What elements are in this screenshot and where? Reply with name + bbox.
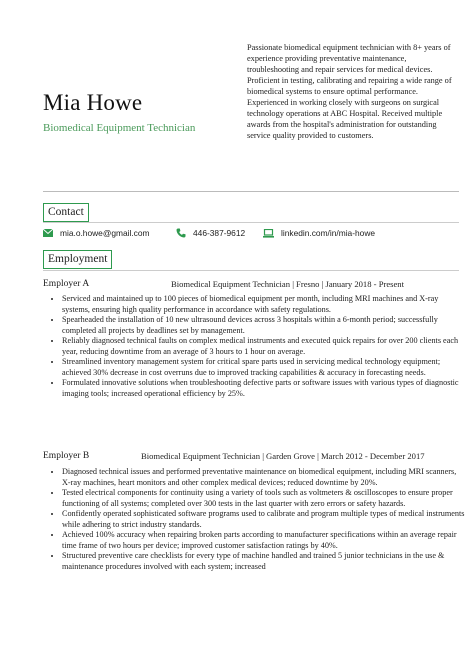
bullet-item: • Achieved 100% accuracy when repairing broken parts according to manufacturer specifications within an average repair time frame of two hours per device; improved customer satisfaction ratings by 40%. bbox=[62, 530, 466, 551]
email-text: mia.o.howe@gmail.com bbox=[60, 228, 150, 238]
bullet-item: • Structured preventive care checklists for every type of machine handled and trained 5 junior technicians in the use & maintenance procedures involved with each system; increased bbox=[62, 551, 466, 572]
contact-divider bbox=[43, 222, 459, 223]
employer-name: Employer A bbox=[43, 279, 90, 289]
bullet-item: • Tested electrical components for continuity using a variety of tools such as voltmeters & oscilloscopes to ensure proper functioning of all systems; completed over 300 tests in the last quarter with zero errors or safety hazards. bbox=[62, 488, 466, 509]
linkedin-text: linkedin.com/in/mia-howe bbox=[281, 228, 376, 238]
bullet-item: • Diagnosed technical issues and performed preventative maintenance on biomedical equipment, including MRI scanners, X-ray machines, heart monitors and other complex medical devices; reduced downtime by 20%. bbox=[62, 467, 466, 488]
contact-heading: Contact bbox=[43, 203, 89, 222]
job-bullets bbox=[52, 294, 466, 399]
phone-icon bbox=[176, 228, 186, 238]
job-header bbox=[43, 279, 459, 291]
bullet-item: • Confidently operated sophisticated software programs used to calibrate and program multiple types of medical instruments while adhering to strict industry standards. bbox=[62, 509, 466, 530]
contact-row bbox=[43, 228, 459, 242]
laptop-icon bbox=[263, 229, 274, 238]
employment-heading: Employment bbox=[43, 250, 112, 269]
envelope-icon bbox=[43, 229, 53, 237]
job-bullets bbox=[52, 467, 466, 572]
candidate-name: Mia Howe bbox=[43, 90, 143, 115]
contact-linkedin[interactable] bbox=[263, 228, 375, 238]
bullet-item: • Formulated innovative solutions when troubleshooting defective parts or software issues with various types of diagnostic imaging tools; increased operational efficiency by 25%. bbox=[62, 378, 466, 399]
phone-text: 446-387-9612 bbox=[193, 228, 246, 238]
employer-name: Employer B bbox=[43, 451, 90, 461]
professional-summary: Passionate biomedical equipment technician with 8+ years of experience providing preventative maintenance, troubleshooting and repair services for medical devices. Proficient in testing, calibrating and repairing a wide range of biomedical systems to ensure optimal performance. Experienced in working closely with surgeons on surgical technology operations at ABC Hospital. Received multiple awards from the hospital's administration for outstanding service quality provided to customers. bbox=[247, 43, 452, 140]
job-header bbox=[43, 451, 459, 463]
contact-phone[interactable] bbox=[176, 228, 245, 238]
job-title: Biomedical Equipment Technician bbox=[43, 122, 196, 134]
contact-email[interactable] bbox=[43, 228, 150, 238]
bullet-item: • Spearheaded the installation of 10 new ultrasound devices across 3 hospitals within a 6-month period; successfully completed all projects by deadlines set by management. bbox=[62, 315, 466, 336]
header-divider bbox=[43, 191, 459, 192]
bullet-item: • Reliably diagnosed technical faults on complex medical instruments and executed quick repairs for over 200 clients each year, reducing downtime from an average of 3 hours to 1 hour on average. bbox=[62, 336, 466, 357]
job-meta: Biomedical Equipment Technician | Fresno | January 2018 - Present bbox=[171, 279, 404, 289]
employment-divider bbox=[43, 270, 459, 271]
job-meta: Biomedical Equipment Technician | Garden Grove | March 2012 - December 2017 bbox=[141, 451, 425, 461]
bullet-item: • Streamlined inventory management system for critical spare parts used in servicing medical technology equipment; achieved 30% decrease in cost overruns due to improved tracking capabilities & accuracy in forecasting needs. bbox=[62, 357, 466, 378]
bullet-item: • Serviced and maintained up to 100 pieces of biomedical equipment per month, including MRI machines and X-ray systems, ensuring high quality performance in accordance with safety regulations. bbox=[62, 294, 466, 315]
